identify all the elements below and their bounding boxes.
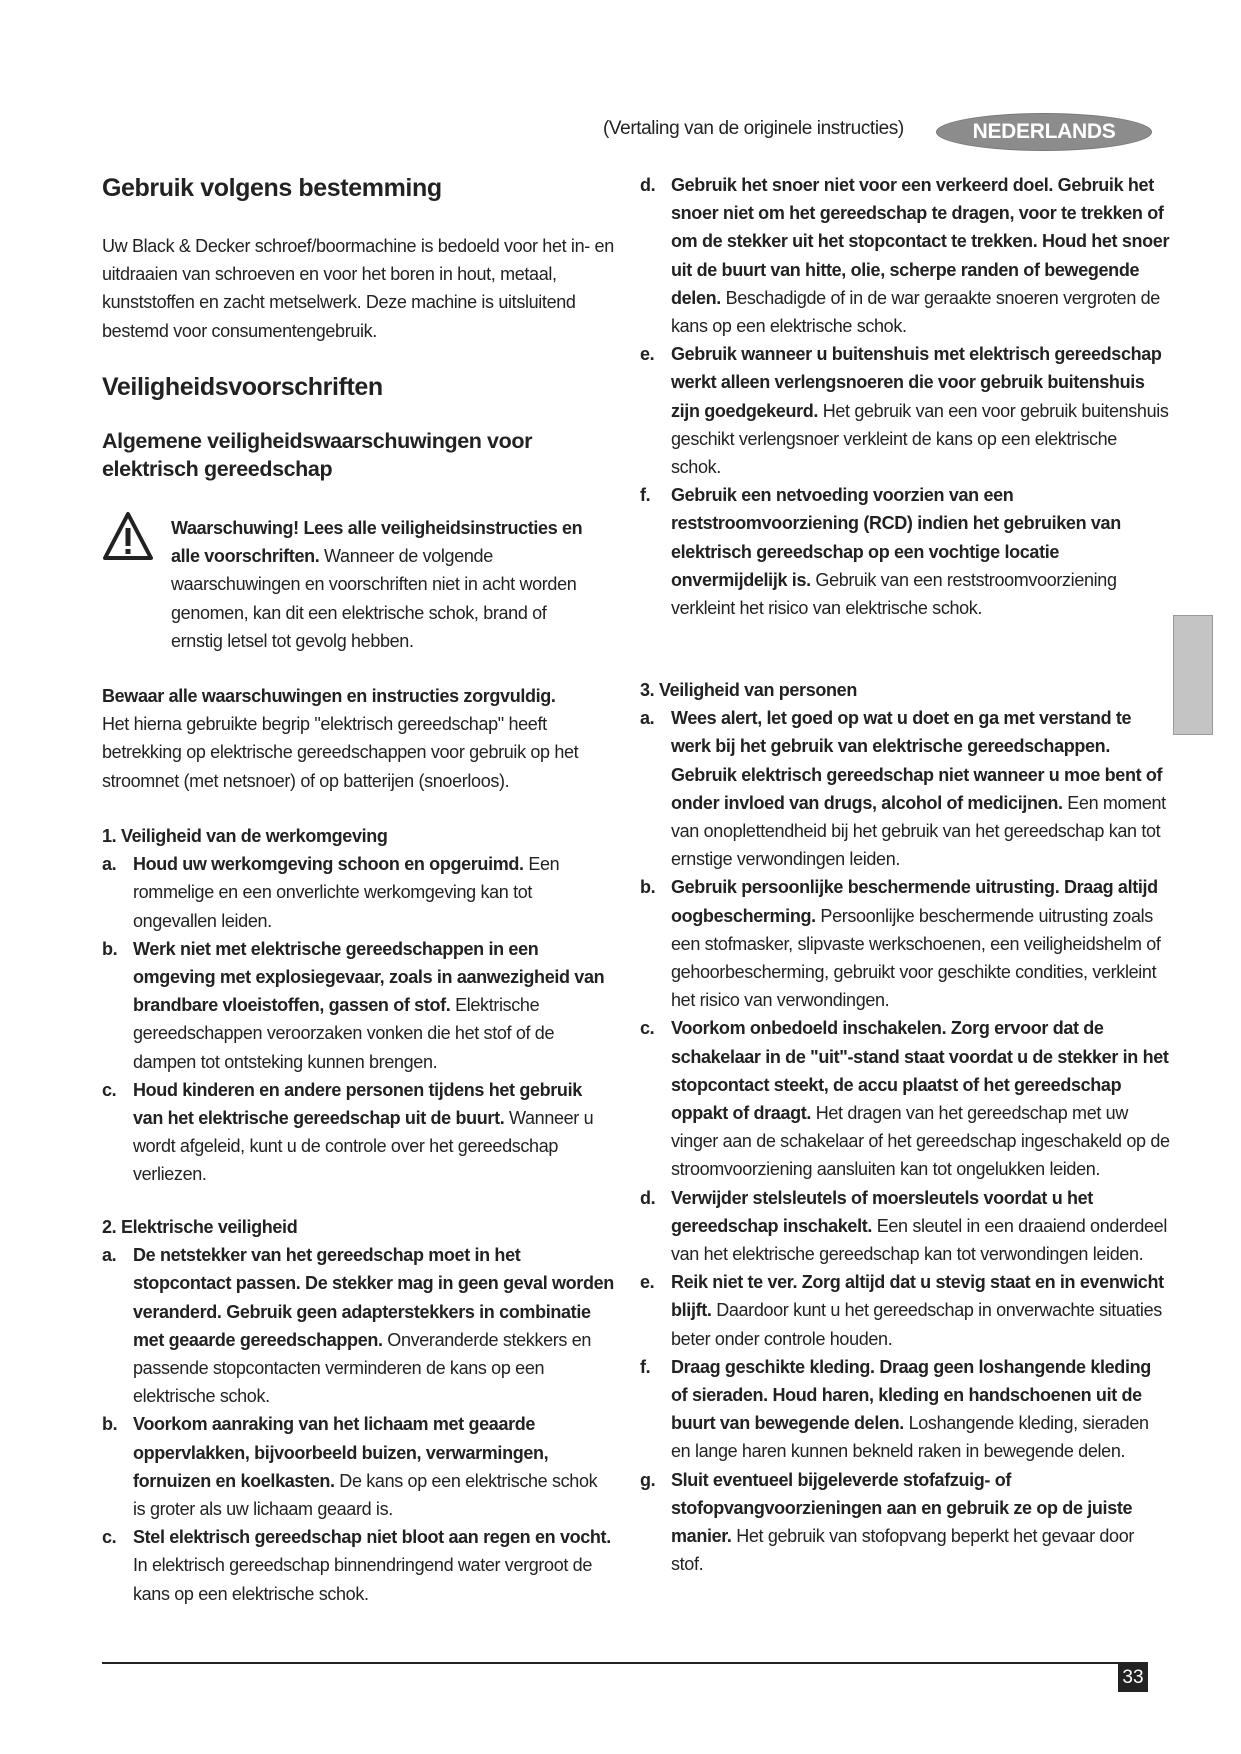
warning-bold: Waarschuwing! Lees alle veiligheidsinstructies en alle voorschriften. (171, 518, 583, 567)
list-item (102, 1523, 614, 1608)
list-item (640, 340, 1170, 481)
item-bold-text: Reik niet te ver. Zorg altijd dat u stevig staat en in evenwicht blijft. (671, 1272, 1164, 1321)
page-number: 33 (1118, 1664, 1148, 1692)
item-bold-text: Gebruik persoonlijke beschermende uitrusting. Draag altijd oogbescherming. (671, 877, 1158, 926)
item-bold-text: Voorkom aanraking van het lichaam met geaarde oppervlakken, bijvoorbeeld buizen, verwarmingen, fornuizen en koelkasten. (133, 1414, 549, 1491)
item-marker: c. (102, 1079, 117, 1100)
keep-instructions-paragraph (102, 682, 614, 795)
list-item (640, 481, 1170, 622)
item-bold-text: Houd kinderen en andere personen tijdens het gebruik van het elektrische gereedschap uit de buurt. (133, 1079, 582, 1129)
item-text: Persoonlijke beschermende uitrusting zoals een stofmasker, slipvaste werkschoenen, een veiligheidshelm of gehoorbescherming, gebruikt voor geschikte condities, verkleint het risico van verwondingen. (671, 905, 1161, 1011)
list-item (640, 171, 1170, 340)
language-badge: NEDERLANDS (936, 113, 1152, 151)
list-item (102, 1410, 614, 1523)
item-text: Wanneer u wordt afgeleid, kunt u de controle over het gereedschap verliezen. (133, 1108, 594, 1185)
item-text: Het dragen van het gereedschap met uw vinger aan de schakelaar of het gereedschap ingeschakeld op de stroomvoorziening aansluiten kan tot ongelukken leiden. (671, 1103, 1170, 1180)
item-marker: c. (640, 1018, 655, 1039)
section-title: 2. Elektrische veiligheid (102, 1217, 298, 1237)
section-personal-safety (640, 676, 1170, 1579)
list-item (640, 1466, 1170, 1579)
list-item (640, 1353, 1170, 1466)
item-bold-text: Voorkom onbedoeld inschakelen. Zorg ervoor dat de schakelaar in de "uit"-stand staat voordat u de stekker in het stopcontact steekt, de accu plaatst of het gereedschap oppakt of draagt. (671, 1018, 1169, 1124)
item-bold-text: Werk niet met elektrische gereedschappen in een omgeving met explosiegevaar, zoals in aanwezigheid van brandbare vloeistoffen, gassen of stof. (133, 938, 605, 1016)
item-text: Daardoor kunt u het gereedschap in onverwachte situaties beter onder controle houden. (671, 1300, 1162, 1349)
item-text: Gebruik van een reststroomvoorziening verkleint het risico van elektrische schok. (671, 569, 1117, 619)
list-item (640, 873, 1170, 1014)
warning-text: Wanneer de volgende waarschuwingen en voorschriften niet in acht worden genomen, kan dit een elektrische schok, brand of ernstig letsel tot gevolg hebben. (171, 546, 577, 651)
item-marker: e. (640, 1272, 655, 1293)
item-bold-text: Gebruik wanneer u buitenshuis met elektrisch gereedschap werkt alleen verlengsnoeren die voor gebruik buitenshuis zijn goedgekeurd. (671, 344, 1162, 421)
list-item (640, 1184, 1170, 1269)
item-bold-text: Gebruik het snoer niet voor een verkeerd doel. Gebruik het snoer niet om het gereedschap te dragen, voor te trekken of om de stekker uit het stopcontact te trekken. Houd het snoer uit de buurt van hitte, olie, scherpe randen of bewegende delen. (671, 175, 1170, 308)
item-marker: e. (640, 344, 655, 365)
item-marker: a. (640, 708, 655, 729)
item-marker: b. (102, 1414, 118, 1435)
heading-safety: Veiligheidsvoorschriften (102, 373, 383, 401)
list-item (640, 1268, 1170, 1353)
section-electrical-safety (102, 1213, 614, 1608)
item-bold-text: De netstekker van het gereedschap moet in het stopcontact passen. De stekker mag in geen geval worden veranderd. Gebruik geen adapterstekkers in combinatie met geaarde gereedschappen. (133, 1245, 614, 1350)
section-title: 1. Veiligheid van de werkomgeving (102, 826, 388, 846)
item-marker: b. (102, 938, 118, 959)
item-marker: b. (640, 877, 656, 898)
section-electrical-safety-cont (640, 171, 1170, 622)
warning-paragraph (171, 514, 591, 655)
item-bold-text: Sluit eventueel bijgeleverde stofafzuig- of stofopvangvoorzieningen aan en gebruik ze op de juiste manier. (671, 1469, 1133, 1547)
item-marker: f. (640, 1356, 651, 1377)
list-item (640, 1014, 1170, 1183)
item-text: Een rommelige en een onverlichte werkomgeving kan tot ongevallen leiden. (133, 854, 560, 931)
item-text: De kans op een elektrische schok is groter als uw lichaam geaard is. (133, 1470, 598, 1520)
warning-triangle-icon (102, 511, 154, 561)
item-text: Beschadigde of in de war geraakte snoeren vergroten de kans op een elektrische schok. (671, 287, 1160, 337)
item-bold-text: Draag geschikte kleding. Draag geen loshangende kleding of sieraden. Houd haren, kleding en handschoenen uit de buurt van bewegende delen. (671, 1356, 1151, 1434)
list-item (640, 704, 1170, 873)
list-item (102, 935, 614, 1076)
item-text: Het gebruik van een voor gebruik buitenshuis geschikt verlengsnoer verkleint de kans op een elektrische schok. (671, 400, 1169, 478)
footer-rule (102, 1662, 1148, 1664)
item-text: Een sleutel in een draaiend onderdeel van het elektrische gereedschap kan tot verwondingen leiden. (671, 1215, 1167, 1265)
item-text: Onveranderde stekkers en passende stopcontacten verminderen de kans op een elektrische schok. (133, 1329, 592, 1407)
intended-use-paragraph: Uw Black & Decker schroef/boormachine is bedoeld voor het in- en uitdraaien van schroeven en voor het boren in hout, metaal, kunststoffen en zacht metselwerk. Deze machine is uitsluitend bestemd voor consumentengebruik. (102, 236, 614, 341)
heading-intended-use: Gebruik volgens bestemming (102, 174, 442, 202)
item-text: Elektrische gereedschappen veroorzaken vonken die het stof of de dampen tot ontsteking kunnen brengen. (133, 995, 555, 1072)
item-text: Een moment van onoplettendheid bij het gebruik van het gereedschap kan tot ernstige verwondingen leiden. (671, 792, 1166, 870)
item-marker: d. (640, 175, 656, 195)
translation-note: (Vertaling van de originele instructies) (603, 118, 904, 139)
item-marker: c. (102, 1527, 117, 1548)
item-marker: f. (640, 485, 651, 506)
item-text: Loshangende kleding, sieraden en lange haren kunnen bekneld raken in bewegende delen. (671, 1413, 1149, 1462)
item-marker: a. (102, 854, 117, 875)
section-title: 3. Veiligheid van personen (640, 680, 857, 700)
item-text: Het gebruik van stofopvang beperkt het gevaar door stof. (671, 1526, 1135, 1575)
item-bold-text: Gebruik een netvoeding voorzien van een reststroomvoorziening (RCD) indien het gebruiken van elektrisch gereedschap op een vochtige locatie onvermijdelijk is. (671, 485, 1121, 590)
keep-text: Het hierna gebruikte begrip "elektrisch gereedschap" heeft betrekking op elektrische gereedschappen voor gebruik op het stroomnet (met netsnoer) of op batterijen (snoerloos). (102, 714, 579, 791)
item-marker: a. (102, 1245, 117, 1266)
item-text: In elektrisch gereedschap binnendringend water vergroot de kans op een elektrische schok. (133, 1555, 593, 1604)
heading-general-warnings: Algemene veiligheidswaarschuwingen voor elektrisch gereedschap (102, 429, 533, 481)
language-thumb-tab (1173, 615, 1213, 735)
item-bold-text: Verwijder stelsleutels of moersleutels voordat u het gereedschap inschakelt. (671, 1187, 1093, 1236)
list-item (102, 1241, 614, 1410)
item-bold-text: Stel elektrisch gereedschap niet bloot aan regen en vocht. (133, 1527, 611, 1548)
item-bold-text: Wees alert, let goed op wat u doet en ga met verstand te werk bij het gebruik van elektrische gereedschappen. Gebruik elektrisch gereedschap niet wanneer u moe bent of onder invloed van drugs, alcohol of medicijnen. (671, 708, 1163, 813)
list-item (102, 850, 614, 935)
keep-bold: Bewaar alle waarschuwingen en instructies zorgvuldig. (102, 686, 556, 706)
item-marker: g. (640, 1469, 656, 1490)
heading-intended-use-block (102, 173, 612, 203)
item-bold-text: Houd uw werkomgeving schoon en opgeruimd. (133, 854, 524, 875)
item-marker: d. (640, 1187, 656, 1208)
list-item (102, 1076, 614, 1189)
section-work-area (102, 822, 614, 1189)
